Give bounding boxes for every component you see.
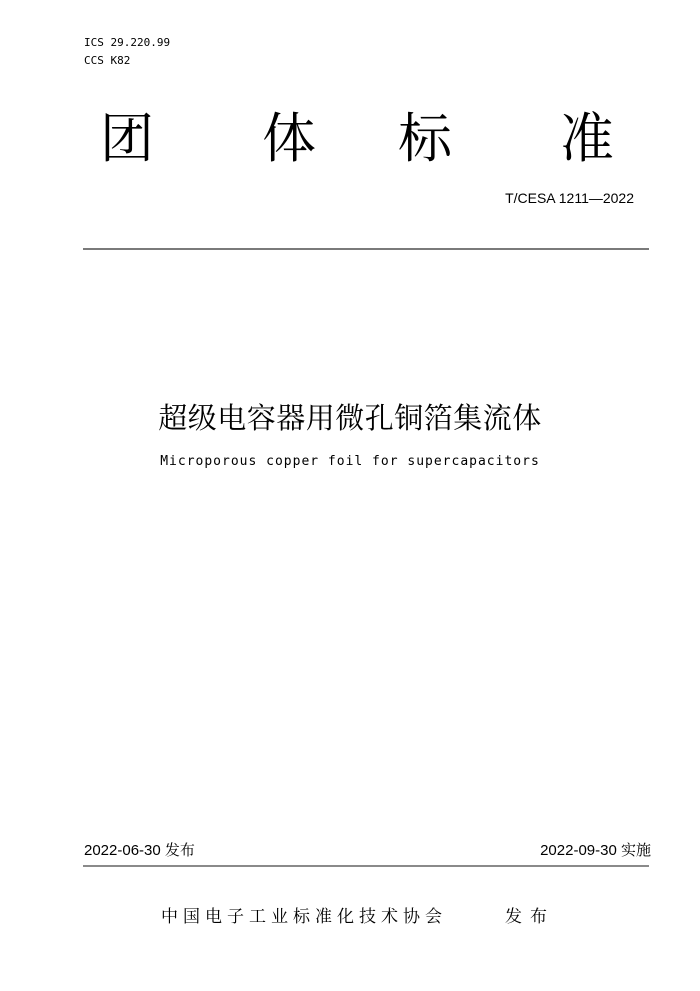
- issuing-organization: 中国电子工业标准化技术协会: [161, 907, 447, 927]
- standard-number: T/CESA 1211—2022: [505, 190, 634, 206]
- standard-type-char-4: 准: [560, 107, 614, 170]
- standard-type-char-3: 标: [398, 107, 452, 170]
- issue-label: 发布: [505, 907, 555, 927]
- document-title-english: Microporous copper foil for supercapacitors: [160, 454, 540, 469]
- implement-date: 2022-09-30 实施: [540, 842, 651, 859]
- publish-date: 2022-06-30 发布: [84, 842, 195, 859]
- bottom-divider: [83, 865, 649, 867]
- document-title-chinese: 超级电容器用微孔铜箔集流体: [158, 401, 542, 435]
- standard-type-char-2: 体: [262, 107, 316, 170]
- ics-code: ICS 29.220.99: [84, 36, 171, 49]
- standard-type-char-1: 团: [100, 107, 154, 170]
- top-divider: [83, 248, 649, 250]
- ccs-code: CCS K82: [84, 54, 131, 67]
